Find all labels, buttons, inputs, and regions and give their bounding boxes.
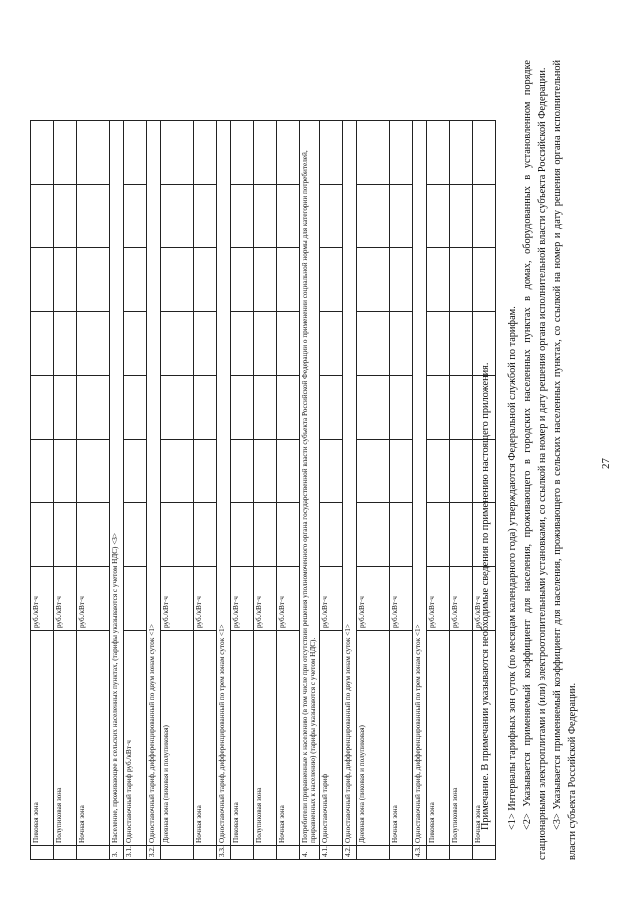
value-cell (449, 184, 472, 248)
value-cell (426, 503, 449, 567)
value-cell (161, 312, 194, 376)
unit-cell: руб./кВт·ч (77, 567, 110, 631)
row-name-cell: Одноставочный тариф (319, 631, 342, 846)
row-number-cell (161, 846, 194, 860)
row-number-cell (449, 846, 472, 860)
row-number-cell: 4.2. (342, 846, 356, 860)
value-cell (77, 184, 110, 248)
table-row (161, 121, 194, 860)
value-cell (356, 248, 389, 312)
note-item-2: <2> Указывается применяемый коэффициент для населения, проживающего в городских населенных пунктах в домах, оборудованных в установленном порядке стационарными электроплитами и (или) электроотопительными установками, со ссылкой на номер и дату решения органа исполнительной власти субъекта Российской Федерации. (522, 60, 548, 860)
value-cell (77, 503, 110, 567)
value-cell (277, 503, 300, 567)
note-item-1: <1> Интервалы тарифных зон суток (по месяцам календарного года) утверждаются Федеральной службой по тарифам. (507, 306, 518, 830)
table-section-row (342, 121, 356, 860)
row-name-cell: Полупиковая зона (254, 631, 277, 846)
value-cell (77, 121, 110, 185)
value-cell (426, 121, 449, 185)
value-cell (277, 375, 300, 439)
row-number-cell (426, 846, 449, 860)
value-cell (231, 184, 254, 248)
value-cell (277, 439, 300, 503)
table-row (231, 121, 254, 860)
row-name-cell: Ночная зона (389, 631, 412, 846)
unit-cell: руб./кВт·ч (472, 567, 495, 631)
table-row (356, 121, 389, 860)
value-cell (31, 121, 54, 185)
row-name-cell: Ночная зона (277, 631, 300, 846)
value-cell (124, 312, 147, 376)
value-cell (449, 121, 472, 185)
note-item-3: <3> Указывается применяемый коэффициент для населения, проживающего в сельских населенных пунктах, со ссылкой на номер и дату решения органа исполнительной власти субъекта Российской Федерации. (552, 60, 578, 860)
value-cell (426, 439, 449, 503)
value-cell (231, 312, 254, 376)
value-cell (426, 312, 449, 376)
unit-cell: руб./кВт·ч (161, 567, 194, 631)
table-row (194, 121, 217, 860)
row-name-cell: Ночная зона (194, 631, 217, 846)
value-cell (54, 439, 77, 503)
value-cell (254, 312, 277, 376)
unit-cell: руб./кВт·ч (54, 567, 77, 631)
value-cell (319, 503, 342, 567)
table-row (77, 121, 110, 860)
value-cell (319, 439, 342, 503)
value-cell (231, 439, 254, 503)
row-number-cell: 3.2. (147, 846, 161, 860)
value-cell (254, 375, 277, 439)
unit-cell: руб./кВт·ч (356, 567, 389, 631)
row-name-cell: Ночная зона (77, 631, 110, 846)
table-row (254, 121, 277, 860)
value-cell (277, 248, 300, 312)
value-cell (254, 439, 277, 503)
row-name-cell: Одноставочный тариф руб./кВт·ч (124, 631, 147, 846)
value-cell (356, 121, 389, 185)
value-cell (449, 248, 472, 312)
value-cell (389, 312, 412, 376)
section-title-cell: Одноставочный тариф, дифференцированный по двум зонам суток <1> (147, 121, 161, 846)
value-cell (389, 121, 412, 185)
value-cell (356, 184, 389, 248)
value-cell (54, 184, 77, 248)
table-section-row (412, 121, 426, 860)
value-cell (77, 248, 110, 312)
value-cell (254, 248, 277, 312)
value-cell (194, 121, 217, 185)
row-number-cell (31, 846, 54, 860)
value-cell (54, 312, 77, 376)
value-cell (31, 375, 54, 439)
value-cell (161, 248, 194, 312)
row-number-cell (54, 846, 77, 860)
value-cell (194, 503, 217, 567)
value-cell (319, 121, 342, 185)
value-cell (231, 375, 254, 439)
unit-cell: руб./кВт·ч (389, 567, 412, 631)
value-cell (54, 375, 77, 439)
value-cell (54, 503, 77, 567)
row-number-cell (77, 846, 110, 860)
value-cell (319, 375, 342, 439)
row-number-cell: 3.3. (217, 846, 231, 860)
value-cell (124, 503, 147, 567)
value-cell (124, 121, 147, 185)
table-row (426, 121, 449, 860)
value-cell (124, 184, 147, 248)
row-number-cell (254, 846, 277, 860)
value-cell (356, 312, 389, 376)
value-cell (31, 503, 54, 567)
value-cell (77, 439, 110, 503)
notes-block (478, 60, 580, 860)
value-cell (356, 503, 389, 567)
value-cell (277, 184, 300, 248)
value-cell (231, 503, 254, 567)
value-cell (161, 184, 194, 248)
unit-cell: руб./кВт·ч (449, 567, 472, 631)
table-row (449, 121, 472, 860)
row-name-cell: Ночная зона (472, 631, 495, 846)
value-cell (194, 375, 217, 439)
value-cell (254, 121, 277, 185)
unit-cell: руб./кВт·ч (319, 567, 342, 631)
table-row (54, 121, 77, 860)
row-name-cell: Дневная зона (пиковая и полупиковая) (161, 631, 194, 846)
value-cell (449, 312, 472, 376)
value-cell (194, 248, 217, 312)
value-cell (449, 503, 472, 567)
value-cell (389, 503, 412, 567)
section-title-cell: Население, проживающее в сельских населенных пунктах, (тарифы указываются с учетом НДС) <3> (110, 121, 124, 846)
row-name-cell: Полупиковая зона (449, 631, 472, 846)
value-cell (31, 248, 54, 312)
table-row (277, 121, 300, 860)
table-row (31, 121, 54, 860)
row-name-cell: Пиковая зона (426, 631, 449, 846)
table-section-row (147, 121, 161, 860)
row-number-cell: 3.1. (124, 846, 147, 860)
unit-cell: руб./кВт·ч (426, 567, 449, 631)
value-cell (356, 439, 389, 503)
value-cell (194, 312, 217, 376)
row-number-cell: 4.1. (319, 846, 342, 860)
value-cell (319, 312, 342, 376)
notes-title: Примечание. В примечании указываются необходимые сведения по применению настоящего приложения. (480, 362, 491, 830)
row-number-cell: 4. (300, 846, 320, 860)
table-row (389, 121, 412, 860)
value-cell (389, 439, 412, 503)
value-cell (161, 375, 194, 439)
value-cell (194, 439, 217, 503)
value-cell (426, 248, 449, 312)
value-cell (231, 121, 254, 185)
section-title-cell: Потребители приравненные к населению (в том числе при отсутствии решения уполномоченного органа государственной власти субъекта Российской Федерации о применении социальной нормы для категории потребителей, приравненных к населению) (тарифы указываются с учетом НДС). (300, 121, 320, 846)
row-number-cell: 3. (110, 846, 124, 860)
value-cell (54, 121, 77, 185)
row-number-cell (389, 846, 412, 860)
value-cell (389, 375, 412, 439)
section-title-cell: Одноставочный тариф, дифференцированный по двум зонам суток <1> (342, 121, 356, 846)
value-cell (77, 375, 110, 439)
value-cell (356, 375, 389, 439)
page-number: 27 (600, 458, 612, 469)
unit-cell: руб./кВт·ч (31, 567, 54, 631)
value-cell (389, 184, 412, 248)
unit-cell: руб./кВт·ч (231, 567, 254, 631)
value-cell (31, 184, 54, 248)
value-cell (254, 503, 277, 567)
value-cell (231, 248, 254, 312)
value-cell (161, 503, 194, 567)
value-cell (161, 121, 194, 185)
value-cell (124, 439, 147, 503)
value-cell (426, 184, 449, 248)
unit-cell: руб./кВт·ч (277, 567, 300, 631)
value-cell (449, 439, 472, 503)
table-section-row (300, 121, 320, 860)
table-section-row (217, 121, 231, 860)
value-cell (77, 312, 110, 376)
value-cell (124, 375, 147, 439)
value-cell (161, 439, 194, 503)
row-name-cell: Дневная зона (пиковая и полупиковая) (356, 631, 389, 846)
value-cell (426, 375, 449, 439)
row-name-cell: Пиковая зона (31, 631, 54, 846)
section-title-cell: Одноставочный тариф, дифференцированный по трем зонам суток <1> (217, 121, 231, 846)
value-cell (31, 312, 54, 376)
row-number-cell (194, 846, 217, 860)
value-cell (194, 184, 217, 248)
table-row (124, 121, 147, 860)
table-row (319, 121, 342, 860)
row-number-cell (277, 846, 300, 860)
row-name-cell: Пиковая зона (231, 631, 254, 846)
row-number-cell (356, 846, 389, 860)
value-cell (31, 439, 54, 503)
unit-cell: руб./кВт·ч (254, 567, 277, 631)
section-title-cell: Одноставочный тариф, дифференцированный по трем зонам суток <1> (412, 121, 426, 846)
row-number-cell (231, 846, 254, 860)
value-cell (254, 184, 277, 248)
tariff-table (30, 120, 496, 860)
row-name-cell: Полупиковая зона (54, 631, 77, 846)
value-cell (124, 248, 147, 312)
value-cell (277, 121, 300, 185)
value-cell (54, 248, 77, 312)
value-cell (277, 312, 300, 376)
value-cell (319, 184, 342, 248)
unit-cell (124, 567, 147, 631)
unit-cell: руб./кВт·ч (194, 567, 217, 631)
value-cell (389, 248, 412, 312)
value-cell (449, 375, 472, 439)
row-number-cell: 4.3. (412, 846, 426, 860)
table-section-row (110, 121, 124, 860)
value-cell (319, 248, 342, 312)
